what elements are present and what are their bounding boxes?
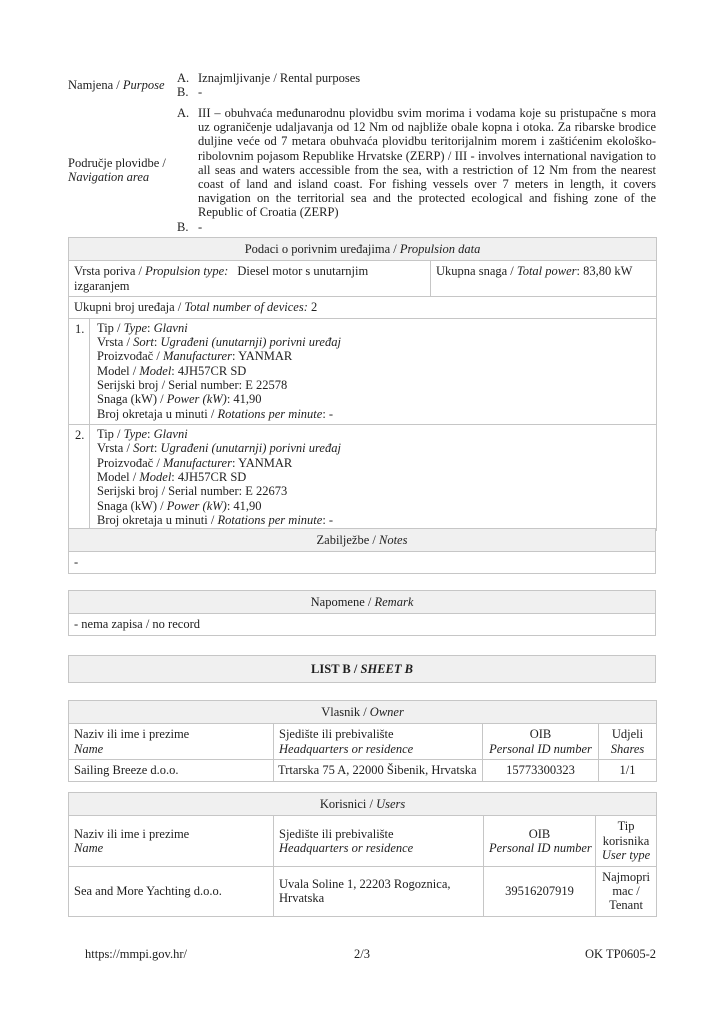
total-power-label-hr: Ukupna snaga / (436, 264, 517, 279)
owner-col-name (69, 724, 274, 760)
owner-col-shares-en: Shares (610, 741, 645, 756)
propulsion-title-en: Propulsion data (399, 242, 481, 256)
device-row (69, 425, 657, 531)
propulsion-title-hr: Podaci o porivnim uređajima / (244, 242, 400, 256)
total-power-label-en: Total power (516, 264, 577, 279)
propulsion-table (68, 237, 657, 531)
purpose-field (68, 71, 656, 100)
device-details (90, 318, 657, 424)
device-detail-line: Broj okretaja u minuti / Rotations per minute: - (97, 513, 334, 528)
users-title (69, 793, 657, 816)
owner-hq: Trtarska 75 A, 22000 Šibenik, Hrvatska (274, 760, 483, 781)
users-table (68, 792, 657, 917)
propulsion-title (69, 238, 657, 261)
owner-title-row (69, 701, 657, 724)
device-count-label-en: Total number of devices: (184, 300, 308, 315)
item-marker: B. (177, 219, 189, 234)
device-number: 1. (69, 318, 90, 424)
owner-data-row (69, 760, 657, 781)
users-col-oib-en: Personal ID number (489, 841, 592, 856)
notes-title-en: Notes (379, 533, 408, 547)
users-col-hq-en: Headquarters or residence (279, 841, 414, 856)
device-detail-line: Tip / Type: Glavni (97, 320, 188, 335)
owner-table (68, 700, 657, 782)
owner-title-en: Owner (369, 705, 404, 719)
list-item (177, 220, 656, 234)
purpose-label (68, 78, 177, 92)
owner-col-name-hr: Naziv ili ime i prezime (74, 727, 190, 742)
owner-col-name-en: Name (74, 741, 104, 756)
item-text: III – obuhvaća međunarodnu plovidbu svim morima i vodama koje su pristupačne s mora uz ograničenje udaljavanja od 12 Nm od najbliže obale kopna i otoka. Za ribarske brodice duljine veće od 7 metara obuhvaća plovidbu teritorijalnim morem i zaštićenim ekološko-ribolovnim pojasom Republike Hrvatske (ZERP) / III - involves international navigation to all seas and waters accessible from the sea, with a restriction of 12 Nm from the nearest coast of land and island coast. For fishing vessels over 7 meters in length, it covers navigation on the territorial sea and the protected ecological and fishing zone of the Republic of Croatia (ZERP) (198, 106, 656, 220)
owner-col-shares (599, 724, 657, 760)
users-col-oib (484, 816, 596, 866)
notes-body-row (69, 552, 656, 573)
device-details (90, 425, 657, 531)
owner-title (69, 701, 657, 724)
navigation-area-field (68, 106, 656, 234)
device-count-value: 2 (307, 300, 318, 315)
device-detail-line: Model / Model: 4JH57CR SD (97, 470, 247, 485)
purpose-label-hr: Namjena / (68, 78, 123, 93)
item-text: - (198, 219, 203, 234)
owner-header-row (69, 724, 657, 760)
users-col-type-hr: Tip korisnika (602, 819, 650, 848)
item-marker: A. (177, 71, 190, 85)
total-power-value: : 83,80 kW (576, 264, 633, 279)
users-header-row (69, 816, 657, 866)
device-number: 2. (69, 425, 90, 531)
device-detail-line: Tip / Type: Glavni (97, 427, 188, 442)
item-marker: B. (177, 85, 189, 100)
device-detail-line: Serijski broj / Serial number: E 22578 (97, 378, 288, 392)
users-col-oib-hr: OIB (528, 826, 551, 841)
sheet-b-row (69, 656, 656, 683)
users-title-hr: Korisnici / (319, 797, 377, 811)
purpose-items (177, 71, 656, 100)
list-item (177, 71, 656, 85)
device-detail-line: Vrsta / Sort: Ugrađeni (unutarnji) porivni uređaj (97, 441, 341, 456)
owner-col-shares-hr: Udjeli (611, 727, 644, 742)
sheet-b-header (68, 655, 656, 683)
device-detail-line: Proizvođač / Manufacturer: YANMAR (97, 349, 293, 364)
propulsion-type-label-en: Propulsion type: (145, 264, 229, 279)
owner-title-hr: Vlasnik / (321, 705, 370, 719)
owner-name: Sailing Breeze d.o.o. (69, 760, 274, 781)
propulsion-title-row (69, 238, 657, 261)
navigation-label-hr: Područje plovidbe / (68, 155, 166, 170)
sheet-b-title-en: SHEET B (360, 662, 413, 676)
remark-title (69, 591, 656, 614)
remark-body-row (69, 614, 656, 635)
propulsion-type-value: Diesel motor s unutarnjim izgaranjem (74, 264, 369, 293)
navigation-label-en: Navigation area (68, 170, 150, 185)
device-detail-line: Broj okretaja u minuti / Rotations per minute: - (97, 406, 334, 421)
total-power-cell (431, 261, 657, 297)
users-col-type-en: User type (601, 848, 651, 863)
navigation-area-label (68, 156, 177, 185)
users-col-name (69, 816, 274, 866)
item-text: - (198, 85, 203, 100)
device-count-cell (69, 297, 657, 318)
notes-title-row (69, 529, 656, 552)
footer-doc-code: OK TP0605-2 (585, 947, 656, 961)
footer-url: https://mmpi.gov.hr/ (85, 947, 187, 961)
footer-page-number: 2/3 (354, 947, 370, 961)
remark-title-en: Remark (374, 595, 414, 609)
owner-shares: 1/1 (599, 760, 657, 781)
owner-col-oib-en: Personal ID number (489, 741, 592, 756)
notes-body: - (69, 552, 656, 573)
list-item (177, 106, 656, 220)
users-title-en: Users (376, 797, 406, 811)
user-hq: Uvala Soline 1, 22203 Rogoznica, Hrvatska (274, 866, 484, 916)
remark-title-hr: Napomene / (310, 595, 375, 609)
remark-table (68, 590, 656, 636)
navigation-items (177, 106, 656, 234)
device-row (69, 318, 657, 424)
remark-title-row (69, 591, 656, 614)
device-detail-line: Proizvođač / Manufacturer: YANMAR (97, 455, 293, 470)
purpose-label-en: Purpose (122, 78, 165, 93)
sheet-b-title (69, 656, 656, 683)
item-marker: A. (177, 106, 190, 120)
users-title-row (69, 793, 657, 816)
propulsion-type-cell (69, 261, 431, 297)
owner-col-oib-hr: OIB (529, 727, 552, 742)
owner-col-oib (483, 724, 599, 760)
owner-col-hq-hr: Sjedište ili prebivalište (279, 727, 394, 742)
device-detail-line: Serijski broj / Serial number: E 22673 (97, 484, 288, 499)
device-detail-line: Model / Model: 4JH57CR SD (97, 363, 247, 378)
item-text: Iznajmljivanje / Rental purposes (198, 71, 361, 85)
user-oib: 39516207919 (484, 866, 596, 916)
users-col-hq (274, 816, 484, 866)
device-count-label-hr: Ukupni broj uređaja / (74, 300, 185, 315)
propulsion-type-label-hr: Vrsta poriva / (74, 264, 146, 279)
list-item (177, 85, 656, 99)
owner-col-hq (274, 724, 483, 760)
notes-table (68, 528, 656, 574)
users-data-row (69, 866, 657, 916)
user-type: Najmoprimac / Tenant (596, 866, 657, 916)
sheet-b-title-hr: LIST B / (311, 662, 361, 676)
users-col-name-hr: Naziv ili ime i prezime (74, 826, 190, 841)
users-col-type (596, 816, 657, 866)
notes-title (69, 529, 656, 552)
notes-title-hr: Zabilježbe / (316, 533, 379, 547)
users-col-name-en: Name (74, 841, 104, 856)
users-col-hq-hr: Sjedište ili prebivalište (279, 826, 394, 841)
user-name: Sea and More Yachting d.o.o. (69, 866, 274, 916)
device-rows (69, 318, 657, 531)
device-detail-line: Vrsta / Sort: Ugrađeni (unutarnji) porivni uređaj (97, 334, 341, 349)
propulsion-type-row (69, 261, 657, 297)
device-detail-line: Snaga (kW) / Power (kW): 41,90 (97, 392, 262, 407)
device-detail-line: Snaga (kW) / Power (kW): 41,90 (97, 498, 262, 513)
owner-oib: 15773300323 (483, 760, 599, 781)
remark-body: - nema zapisa / no record (69, 614, 656, 635)
device-count-row (69, 297, 657, 318)
owner-col-hq-en: Headquarters or residence (279, 741, 414, 756)
